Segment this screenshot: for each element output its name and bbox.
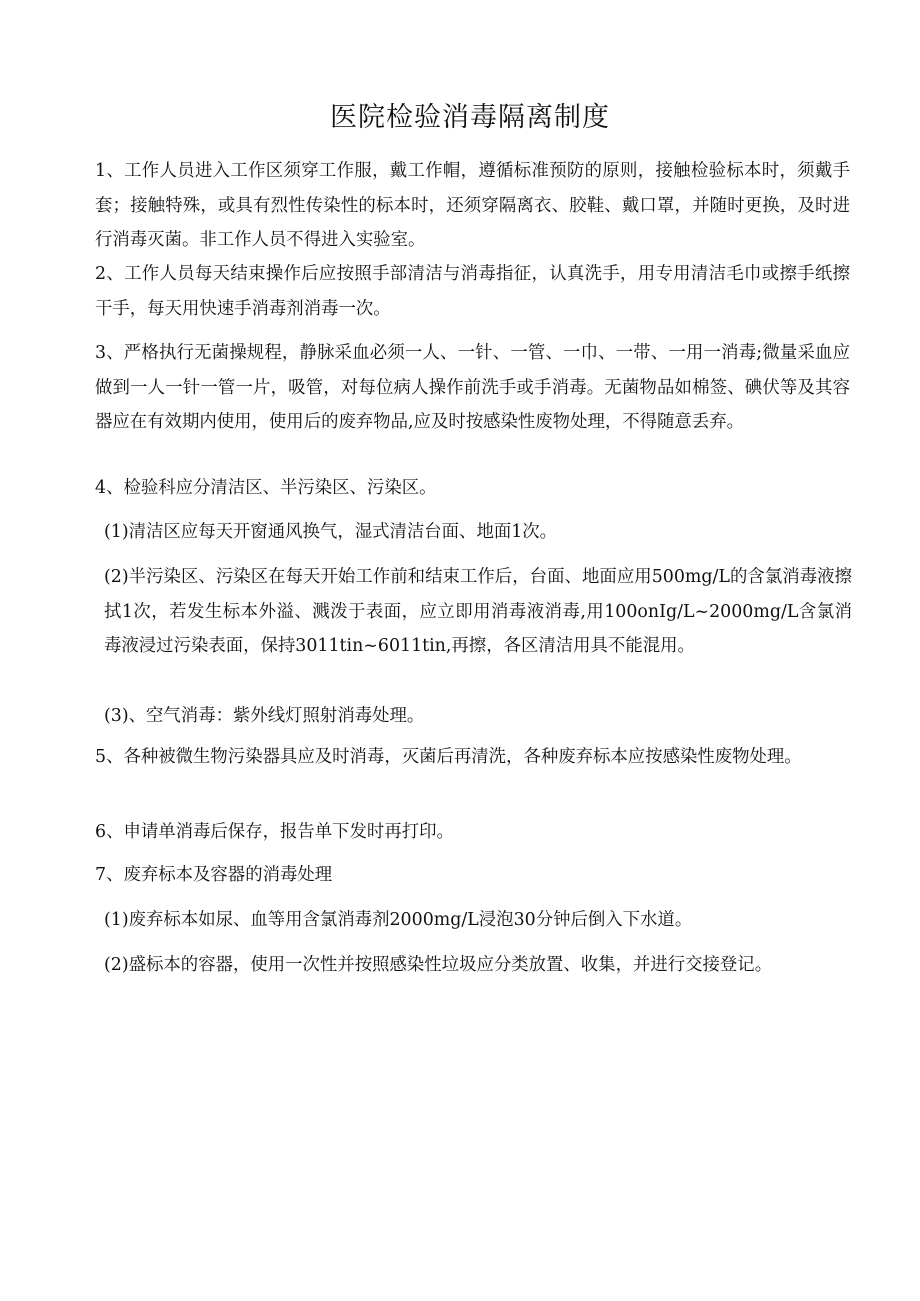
- paragraph-7: 7、废弃标本及容器的消毒处理: [95, 865, 333, 885]
- paragraph-4-3: (3)、空气消毒：紫外线灯照射消毒处理。: [104, 706, 425, 726]
- paragraph-1: 1、工作人员进入工作区须穿工作服，戴工作帽，遵循标准预防的原则，接触检验标本时，须戴手套；接触特殊，或具有烈性传染性的标本时，还须穿隔离衣、胶鞋、戴口罩，并随时更换，及时进行消毒灭菌。非工作人员不得进入实验室。: [95, 161, 850, 250]
- paragraph-4-2: (2)半污染区、污染区在每天开始工作前和结束工作后，台面、地面应用500mg/L的含氯消毒液擦拭1次，若发生标本外溢、溅泼于表面，应立即用消毒液消毒,用100onIg/L~2000mg/L含氯消毒液浸过污染表面，保持3011tin~6011tin,再擦，各区清洁用具不能混用。: [104, 567, 852, 656]
- paragraph-4-1: (1)清洁区应每天开窗通风换气，湿式清洁台面、地面1次。: [104, 522, 558, 542]
- paragraph-5: 5、各种被微生物污染器具应及时消毒，灭菌后再清洗，各种废弃标本应按感染性废物处理。: [95, 747, 802, 767]
- paragraph-6: 6、申请单消毒后保存，报告单下发时再打印。: [95, 822, 454, 842]
- document-title: 医院检验消毒隔离制度: [330, 102, 610, 133]
- paragraph-4: 4、检验科应分清洁区、半污染区、污染区。: [95, 478, 437, 498]
- paragraph-7-2: (2)盛标本的容器，使用一次性并按照感染性垃圾应分类放置、收集，并进行交接登记。: [104, 955, 773, 975]
- paragraph-2: 2、工作人员每天结束操作后应按照手部清洁与消毒指征，认真洗手，用专用清洁毛巾或擦手纸擦干手，每天用快速手消毒剂消毒一次。: [95, 264, 850, 319]
- paragraph-7-1: (1)废弃标本如尿、血等用含氯消毒剂2000mg/L浸泡30分钟后倒入下水道。: [104, 910, 693, 930]
- paragraph-3: 3、严格执行无菌操规程，静脉采血必须一人、一针、一管、一巾、一带、一用一消毒;微量采血应做到一人一针一管一片，吸管，对每位病人操作前洗手或手消毒。无菌物品如棉签、碘伏等及其容器应在有效期内使用，使用后的废弃物品,应及时按感染性废物处理，不得随意丢弃。: [95, 343, 850, 432]
